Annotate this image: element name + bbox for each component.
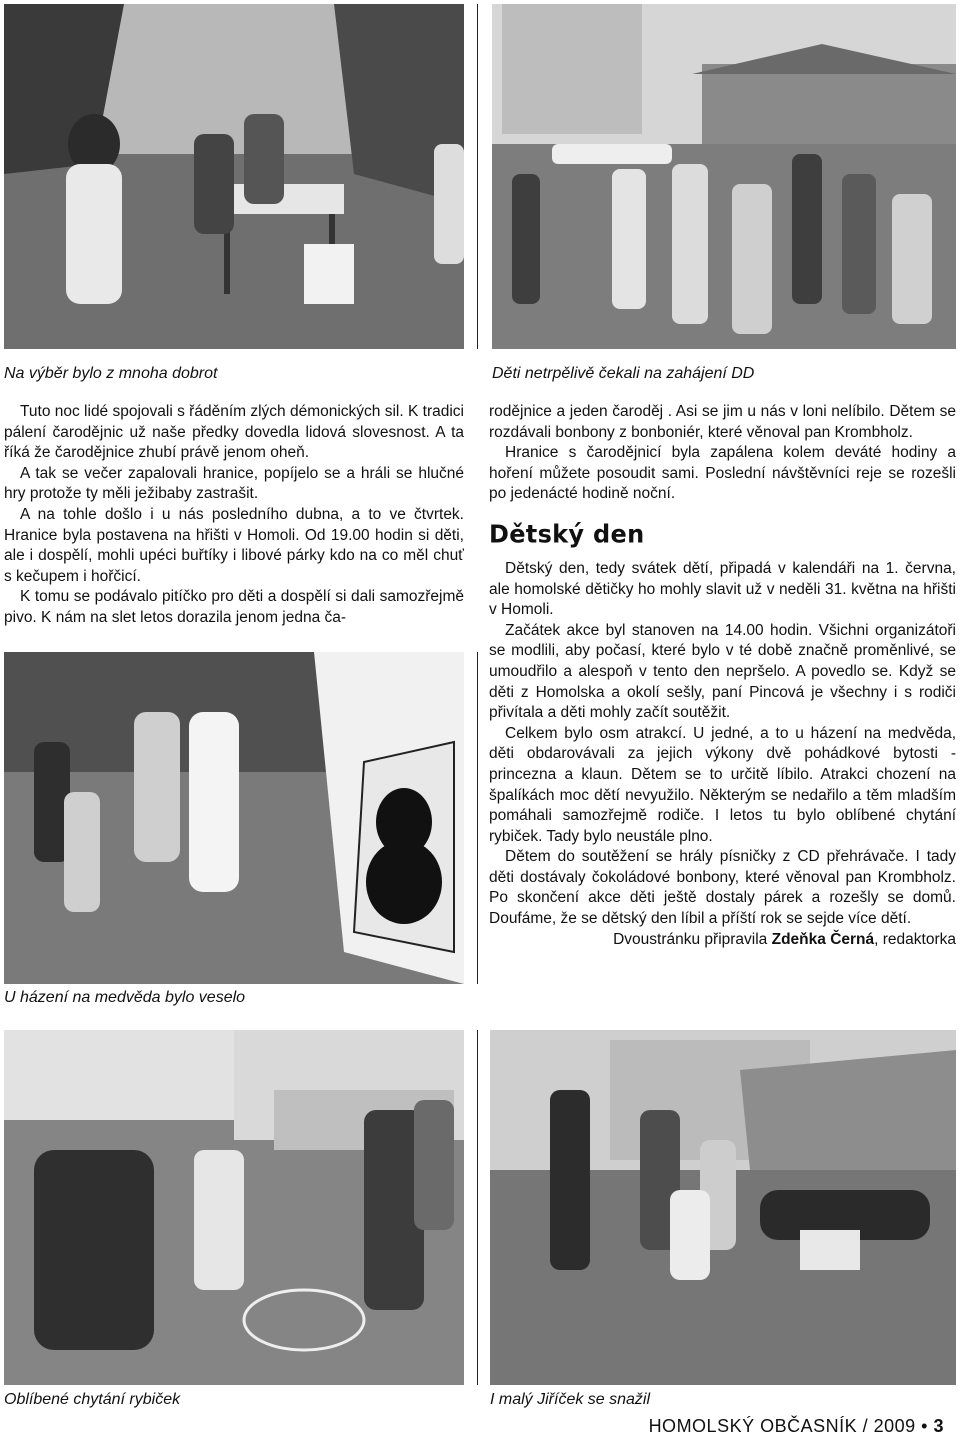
- caption-photo5: I malý Jiříček se snažil: [490, 1391, 651, 1408]
- right-paragraph: Hranice s čarodějnicí byla zapálena kolem deváté hodiny a hoření můžete posoudit sami. Poslední návštěvníci reje se rozešli po jedenácté hodině noční.: [489, 444, 956, 503]
- caption-photo2: Děti netrpělivě čekali na zahájení DD: [492, 365, 755, 382]
- column-divider-bottom: [477, 1030, 478, 1385]
- photo-fishing-game: [4, 1030, 464, 1385]
- signature-prefix: Dvoustránku připravila: [613, 930, 768, 948]
- right-article-column: [489, 402, 956, 950]
- left-article-column: [4, 402, 464, 629]
- right-paragraph: Dětský den, tedy svátek dětí, připadá v kalendáři na 1. června, ale homolské dětičky ho mohly slavit už v neděli 31. května na hřišti v Homoli.: [489, 559, 956, 619]
- left-paragraph: A tak se večer zapalovali hranice, popíjelo se a hráli se hlučné hry protože ty měli ježibaby zastrašit.: [4, 464, 464, 503]
- publication-name: HOMOLSKÝ OBČASNÍK / 2009 •: [648, 1416, 928, 1436]
- page-footer: [649, 1416, 944, 1437]
- signature: [489, 930, 956, 951]
- page-number: 3: [933, 1416, 944, 1436]
- right-paragraph: Začátek akce byl stanoven na 14.00 hodin. Všichni organizátoři se modlili, aby počasí, které bylo v té době značně proměnlivé, se umoudřilo a alespoň v tento den nepršelo. A povedlo se. Když se děti z Homolska a okolí sešly, paní Pincová je všechny i s rodiči přivítala a děti mohly začít soutěžit.: [489, 621, 956, 722]
- left-paragraph: K tomu se podávalo pitíčko pro děti a dospělí si dali samozřejmě pivo. K nám na slet letos dorazila jenom jedna ča-: [4, 588, 464, 626]
- column-divider-top: [477, 4, 478, 349]
- signature-suffix: , redaktorka: [874, 930, 956, 948]
- photo-food-table: [4, 4, 464, 349]
- signature-name: Zdeňka Černá: [771, 930, 875, 948]
- photo-bear-throwing: [4, 652, 464, 984]
- left-paragraph: A na tohle došlo i u nás posledního dubna, a to ve čtvrtek. Hranice byla postavena na hřišti v Homoli. Od 19.00 hodin si děti, ale i dospělí, mohli upéci buřtíky i libové párky kdo na co měl chuť s kečupem i hořčicí.: [4, 505, 464, 585]
- caption-photo1: Na výběr bylo z mnoha dobrot: [4, 365, 218, 382]
- left-paragraph: Tuto noc lidé spojovali s řáděním zlých démonických sil. K tradici pálení čarodějnic už naše předky dovedla lidová slovesnost. A ta říká že čarodějnice zhubí právě jenom oheň.: [4, 403, 464, 462]
- right-continuation: rodějnice a jeden čaroděj . Asi se jim u nás v loni nelíbilo. Dětem se rozdávali bonbony z bonboniér, které věnoval pan Krombholz.: [489, 403, 956, 441]
- caption-photo4: Oblíbené chytání rybiček: [4, 1391, 181, 1408]
- caption-photo3: U házení na medvěda bylo veselo: [4, 989, 246, 1006]
- right-paragraph: Celkem bylo osm atrakcí. U jedné, a to u házení na medvěda, děti obdarovávali za jejich výkony dvě pohádkové bytosti - princezna a klaun. Dětem se to určitě líbilo. Atrakci chození na špalíkách moc dětí nevyužilo. Některým se nedařilo a těm mladším pomáhali samozřejmě rodiče. I letos tu bylo oblíbené chytání rybiček. Tady bylo neustále plno.: [489, 724, 956, 845]
- column-divider-middle: [477, 652, 478, 984]
- section-heading: Dětský den: [489, 519, 645, 549]
- photo-children-waiting: [492, 4, 956, 349]
- photo-little-boy: [490, 1030, 956, 1385]
- right-paragraph: Dětem do soutěžení se hrály písničky z CD přehrávače. I tady děti dostávaly čokoládové bonbony, které věnoval pan Krombholz. Po skončení akce děti ještě dostaly párek a rozešly se domů. Doufáme, že se dětský den líbil a příští rok se sejde více dětí.: [489, 848, 956, 928]
